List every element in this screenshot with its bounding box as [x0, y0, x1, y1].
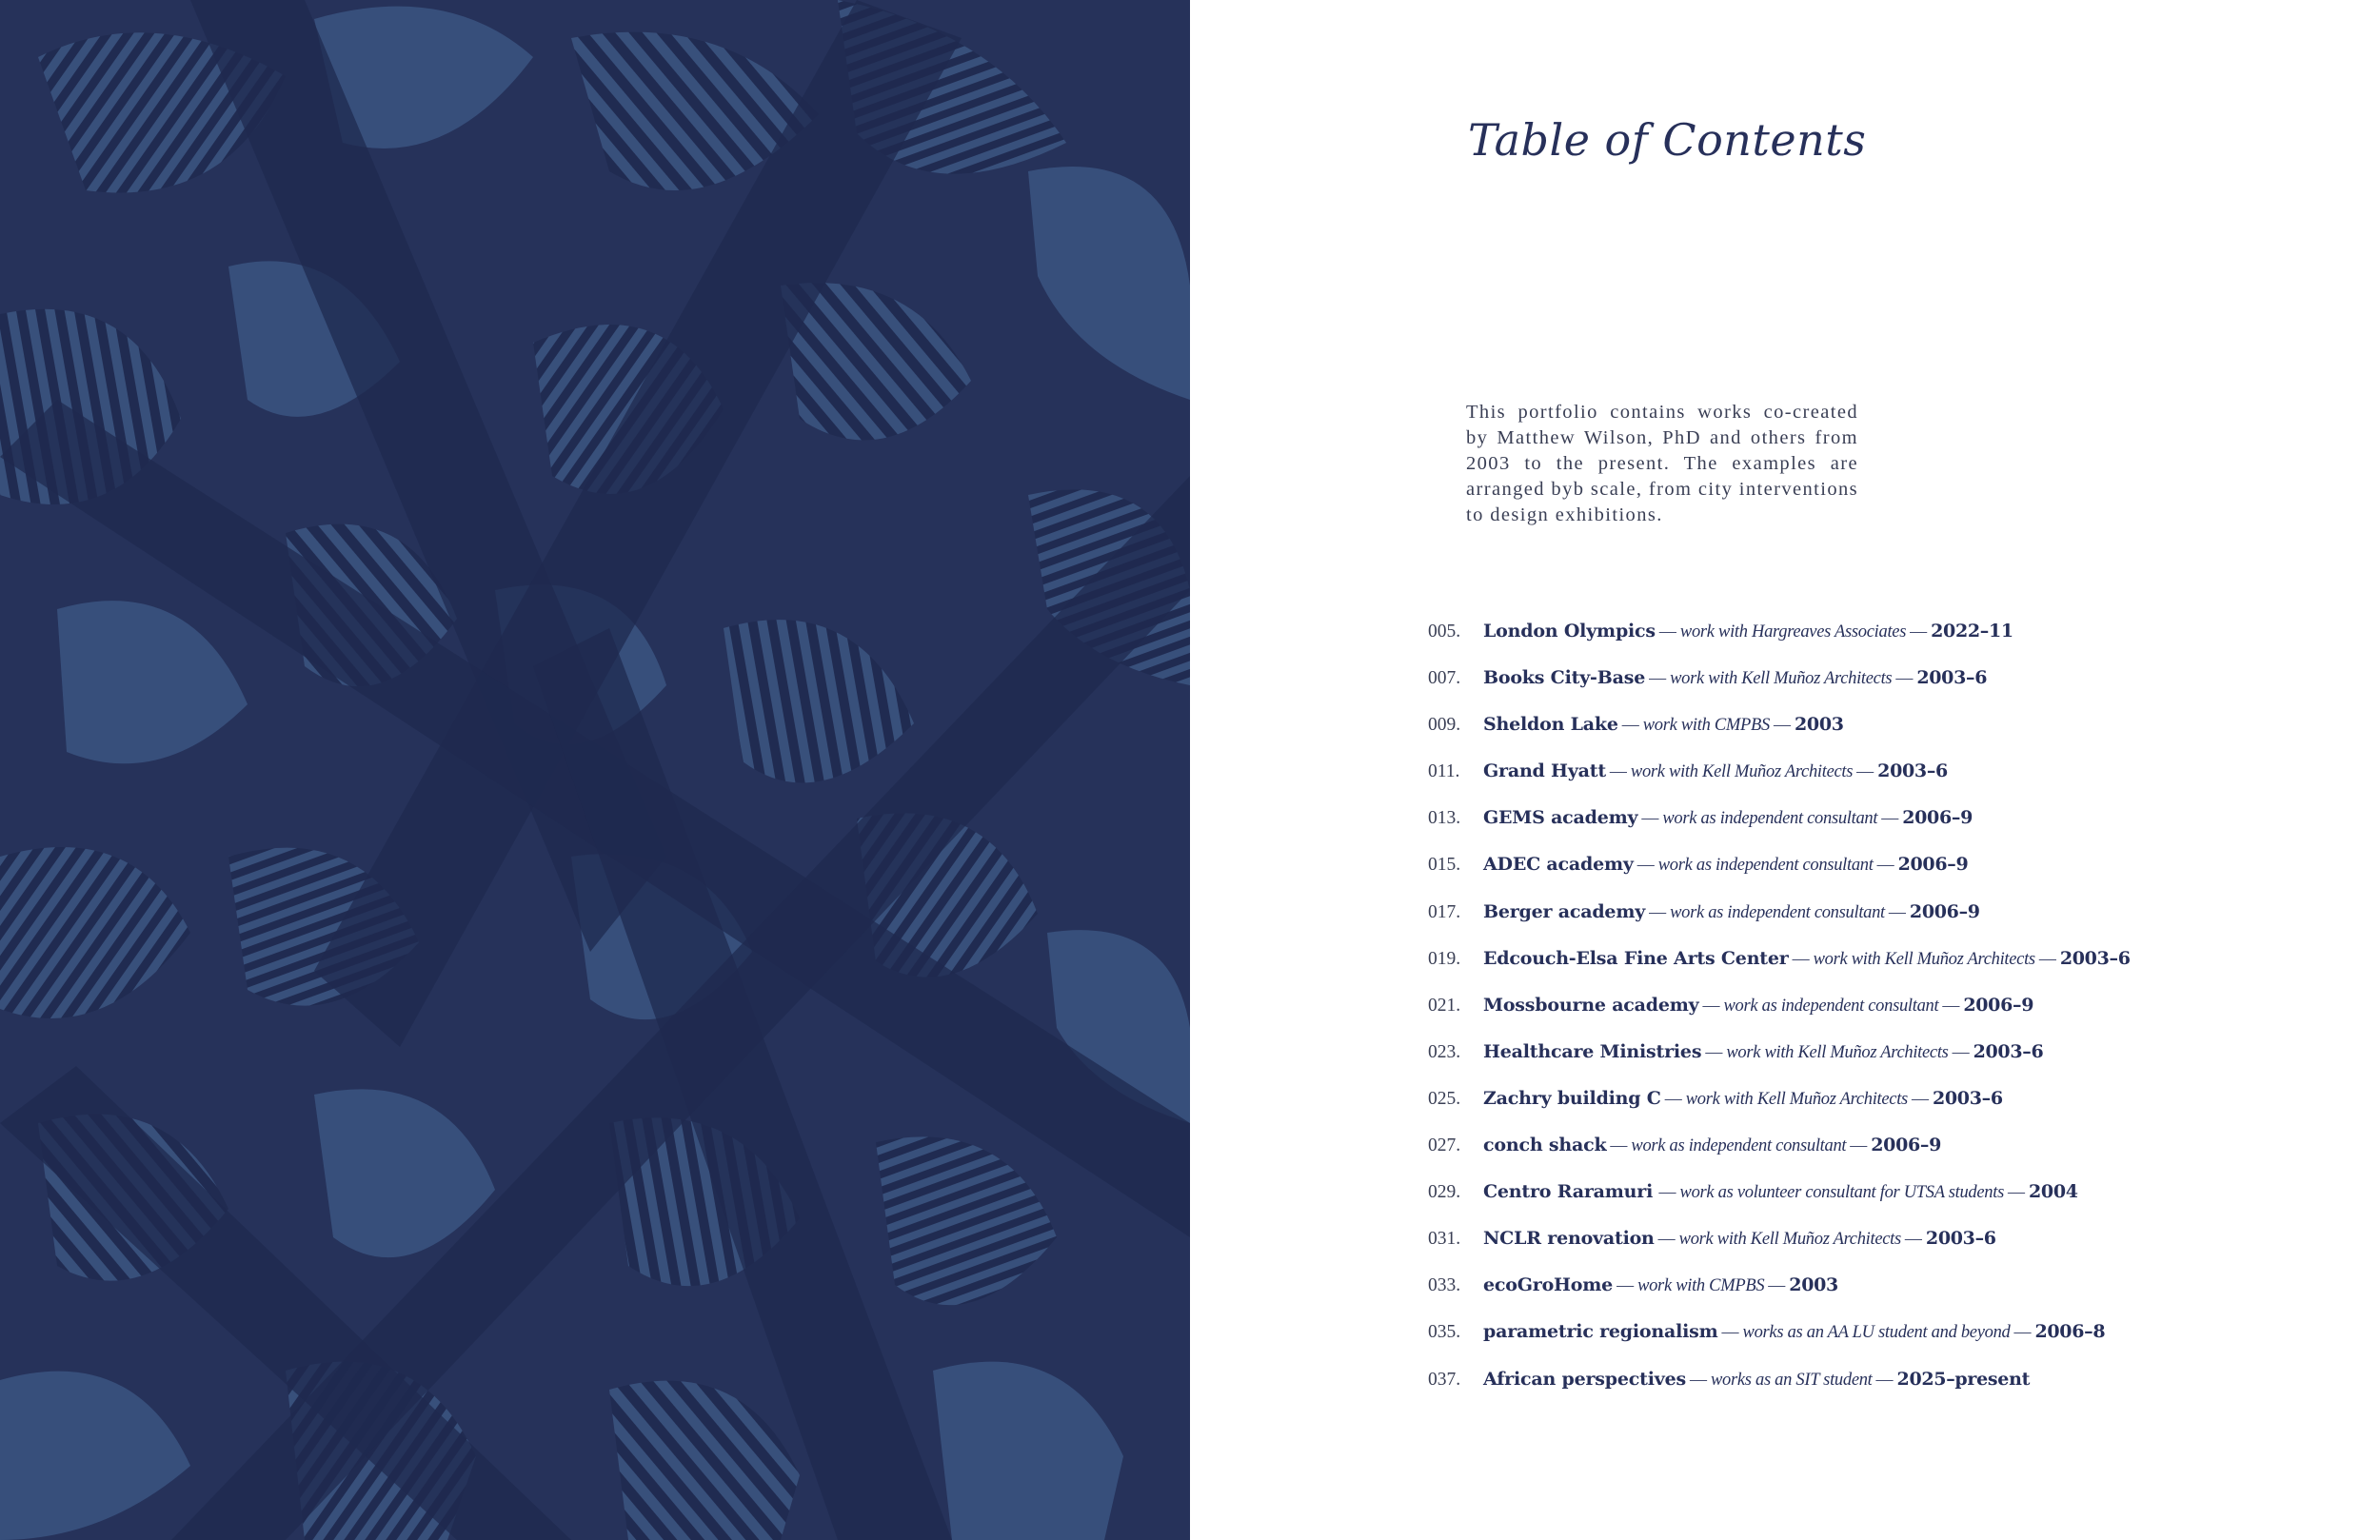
- toc-entry-title: Healthcare Ministries: [1483, 1040, 1702, 1062]
- toc-entry-page-number: 031.: [1428, 1229, 1461, 1250]
- toc-entry-note: work as independent consultant: [1662, 809, 1878, 829]
- toc-entry-title: London Olympics: [1483, 621, 1656, 642]
- toc-entry-years: 2003–6: [1916, 667, 1988, 689]
- toc-entry[interactable]: [1428, 1037, 2266, 1084]
- toc-entry-title: Edcouch-Elsa Fine Arts Center: [1483, 947, 1789, 969]
- toc-entry-note: work with Kell Muñoz Architects: [1726, 1042, 1949, 1062]
- toc-entry[interactable]: [1428, 1131, 2266, 1177]
- leaf-shape: [0, 1372, 190, 1540]
- toc-entry-page-number: 015.: [1428, 855, 1461, 876]
- toc-separator: —: [1721, 1322, 1739, 1342]
- toc-entry-title: Zachry building C: [1483, 1087, 1661, 1109]
- toc-separator: —: [1876, 855, 1894, 875]
- leaf-shape: [1028, 167, 1190, 400]
- toc-entry-note: work as independent consultant: [1657, 856, 1874, 876]
- toc-entry-years: 2003: [1789, 1274, 1838, 1296]
- toc-entry-title: Mossbourne academy: [1483, 994, 1699, 1016]
- toc-entry[interactable]: [1428, 898, 2266, 944]
- toc-separator: —: [1609, 761, 1627, 781]
- toc-entry-page-number: 037.: [1428, 1369, 1461, 1390]
- toc-entry-page-number: 019.: [1428, 948, 1461, 969]
- toc-entry[interactable]: [1428, 850, 2266, 897]
- toc-separator: —: [1768, 1275, 1786, 1295]
- leaf-shape: [57, 601, 248, 763]
- toc-entry-page-number: 017.: [1428, 901, 1461, 922]
- toc-entry[interactable]: [1428, 1271, 2266, 1317]
- toc-entry-page-number: 023.: [1428, 1041, 1461, 1062]
- page-title: Table of Contents: [1468, 114, 1867, 166]
- toc-entry[interactable]: [1428, 1365, 2266, 1412]
- toc-entry-note: work with Kell Muñoz Architects: [1670, 669, 1893, 689]
- toc-entry[interactable]: [1428, 1084, 2266, 1131]
- toc-entry-years: 2004: [2028, 1181, 2078, 1203]
- toc-entry-note: work with Kell Muñoz Architects: [1813, 949, 2035, 969]
- toc-entry-title: Berger academy: [1483, 900, 1646, 922]
- toc-entry-title: GEMS academy: [1483, 807, 1638, 829]
- toc-separator: —: [1705, 1041, 1723, 1061]
- toc-entry-page-number: 033.: [1428, 1275, 1461, 1296]
- toc-separator: —: [1658, 1182, 1676, 1202]
- toc-entry-years: 2003–6: [1932, 1087, 2003, 1109]
- intro-paragraph: This portfolio contains works co-created by Matthew Wilson, PhD and others from 2003 to the present. The examples are arranged byb scale, from city interventions to design exhibitions.: [1466, 402, 1858, 525]
- leaf-shape: [876, 1136, 1057, 1305]
- toc-entry-title: conch shack: [1483, 1135, 1607, 1156]
- toc-entry-page-number: 029.: [1428, 1182, 1461, 1203]
- toc-entry-years: 2006–9: [1897, 854, 1969, 876]
- toc-separator: —: [1649, 668, 1667, 688]
- leaf-shape: [933, 1362, 1123, 1540]
- toc-separator: —: [1689, 1369, 1707, 1389]
- toc-entry-note: work as independent consultant: [1631, 1136, 1847, 1156]
- toc-entry-page-number: 007.: [1428, 668, 1461, 689]
- toc-entry-note: works as an SIT student: [1710, 1370, 1873, 1390]
- toc-entry-note: work with Kell Muñoz Architects: [1630, 762, 1854, 782]
- toc-separator: —: [1657, 1229, 1676, 1249]
- toc-entry-title: Grand Hyatt: [1483, 760, 1606, 782]
- toc-entry-page-number: 005.: [1428, 622, 1461, 642]
- toc-separator: —: [1942, 995, 1960, 1015]
- toc-separator: —: [1904, 1229, 1922, 1249]
- toc-separator: —: [1774, 715, 1791, 735]
- toc-entry[interactable]: [1428, 803, 2266, 850]
- toc-entry-years: 2003–6: [1925, 1228, 1996, 1250]
- toc-entry-years: 2022–11: [1931, 621, 2013, 642]
- toc-entry-page-number: 009.: [1428, 715, 1461, 736]
- toc-entry-years: 2006–9: [1963, 994, 2034, 1016]
- toc-entry-note: work as independent consultant: [1723, 996, 1939, 1016]
- toc-entry[interactable]: [1428, 991, 2266, 1037]
- toc-separator: —: [1610, 1135, 1628, 1155]
- table-of-contents-page: [1190, 0, 2380, 1540]
- toc-entry-page-number: 011.: [1428, 761, 1460, 782]
- toc-entry-page-number: 021.: [1428, 995, 1461, 1016]
- toc-separator: —: [2038, 948, 2056, 968]
- toc-separator: —: [1850, 1135, 1868, 1155]
- toc-entry-years: 2006–8: [2034, 1321, 2106, 1343]
- toc-entry-years: 2006–9: [1909, 900, 1980, 922]
- toc-separator: —: [1649, 901, 1667, 921]
- toc-entry-note: work with CMPBS: [1642, 716, 1770, 736]
- toc-entry-title: parametric regionalism: [1483, 1321, 1718, 1343]
- leaf-shape: [0, 847, 190, 1018]
- toc-entry-note: works as an AA LU student and beyond: [1742, 1323, 2011, 1343]
- toc-entry[interactable]: [1428, 944, 2266, 991]
- toc-separator: —: [1792, 948, 1810, 968]
- toc-entry-years: 2006–9: [1871, 1135, 1942, 1156]
- toc-entry-note: work with Kell Muñoz Architects: [1685, 1089, 1908, 1109]
- toc-list: [1428, 617, 2266, 1412]
- toc-separator: —: [2013, 1322, 2032, 1342]
- toc-entry-years: 2006–9: [1902, 807, 1973, 829]
- toc-entry[interactable]: [1428, 1224, 2266, 1271]
- toc-separator: —: [1888, 901, 1906, 921]
- toc-separator: —: [1702, 995, 1720, 1015]
- toc-entry-note: work as independent consultant: [1670, 902, 1885, 922]
- toc-entry-note: work with CMPBS: [1637, 1276, 1765, 1296]
- toc-entry-note: work with Hargreaves Associates: [1679, 622, 1907, 642]
- toc-entry-years: 2003–6: [1973, 1040, 2044, 1062]
- toc-entry-years: 2003–6: [2059, 947, 2131, 969]
- toc-entry-note: work as volunteer consultant for UTSA students: [1679, 1183, 2004, 1203]
- toc-separator: —: [1664, 1088, 1682, 1108]
- toc-entry-title: Centro Raramuri: [1483, 1181, 1659, 1203]
- toc-separator: —: [1911, 1088, 1929, 1108]
- toc-separator: —: [1856, 761, 1874, 781]
- toc-entry-title: African perspectives: [1483, 1368, 1686, 1390]
- toc-entry-note: work with Kell Muñoz Architects: [1678, 1230, 1901, 1250]
- toc-entry-title: ADEC academy: [1483, 854, 1634, 876]
- toc-entry-years: 2003: [1795, 714, 1844, 736]
- toc-entry-page-number: 027.: [1428, 1135, 1461, 1156]
- toc-separator: —: [1636, 855, 1655, 875]
- toc-entry[interactable]: [1428, 663, 2266, 710]
- leaf-shape: [609, 1381, 800, 1540]
- leaf-shape: [724, 620, 914, 782]
- toc-entry[interactable]: [1428, 1177, 2266, 1224]
- toc-entry-title: Sheldon Lake: [1483, 714, 1618, 736]
- toc-entry-title: NCLR renovation: [1483, 1228, 1655, 1250]
- toc-entry-title: ecoGroHome: [1483, 1274, 1614, 1296]
- toc-entry-years: 2003–6: [1877, 760, 1948, 782]
- toc-entry[interactable]: [1428, 617, 2266, 663]
- toc-entry[interactable]: [1428, 710, 2266, 757]
- toc-entry-page-number: 035.: [1428, 1322, 1461, 1343]
- toc-separator: —: [1952, 1041, 1970, 1061]
- toc-separator: —: [1875, 1369, 1894, 1389]
- toc-entry[interactable]: [1428, 757, 2266, 803]
- toc-entry-page-number: 013.: [1428, 808, 1461, 829]
- toc-separator: —: [1621, 715, 1639, 735]
- toc-entry-page-number: 025.: [1428, 1088, 1461, 1109]
- toc-separator: —: [1641, 808, 1659, 828]
- toc-separator: —: [1881, 808, 1899, 828]
- toc-entry-title: Books City-Base: [1483, 667, 1646, 689]
- toc-separator: —: [1895, 668, 1914, 688]
- toc-separator: —: [1910, 622, 1928, 641]
- toc-entry[interactable]: [1428, 1317, 2266, 1364]
- toc-separator: —: [2007, 1182, 2025, 1202]
- toc-entry-years: 2025–present: [1896, 1368, 2031, 1390]
- toc-separator: —: [1616, 1275, 1635, 1295]
- toc-separator: —: [1658, 622, 1676, 641]
